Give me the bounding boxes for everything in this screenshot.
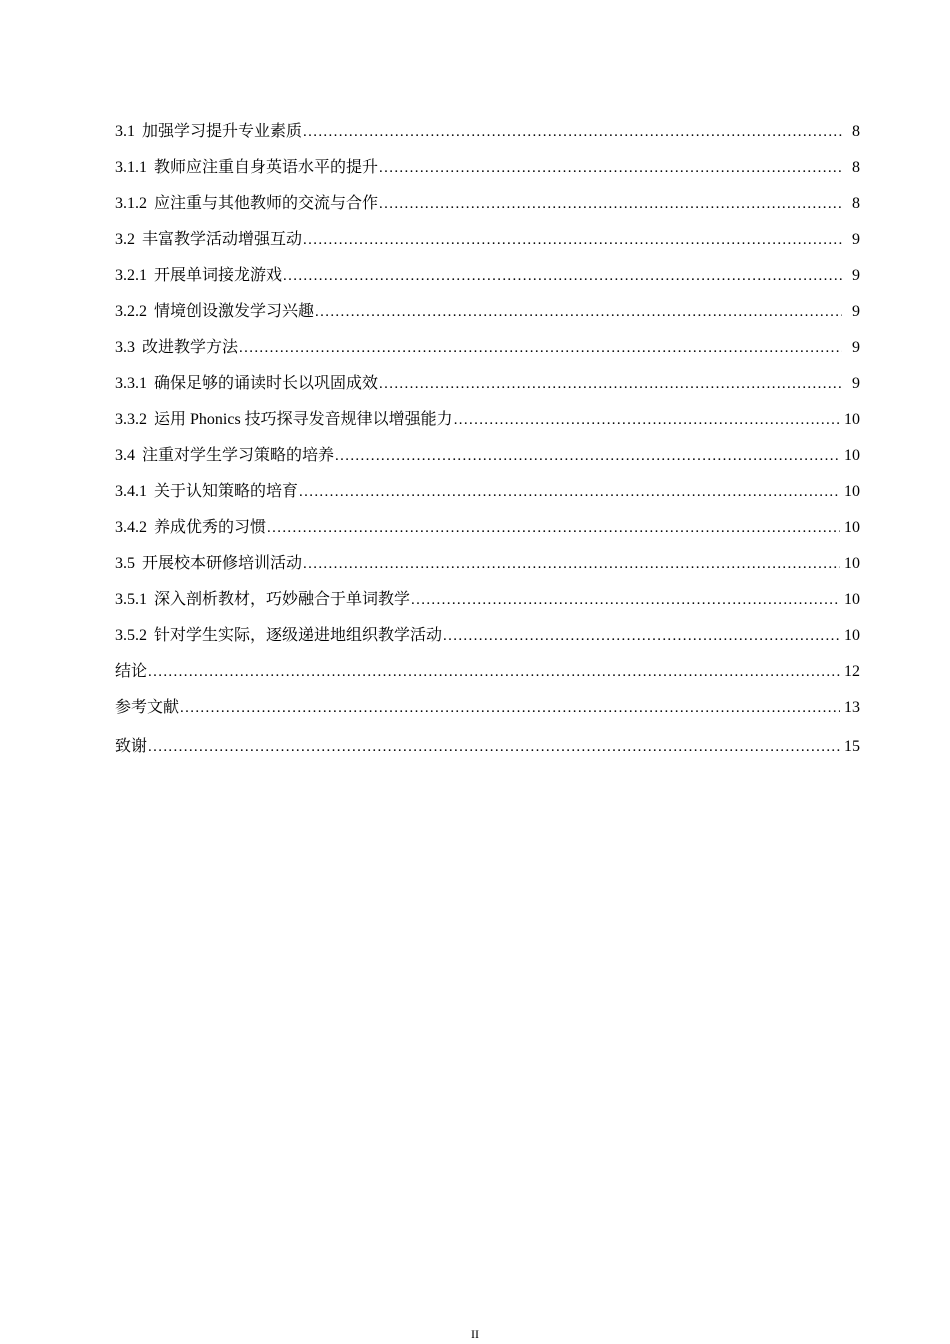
toc-entry[interactable] xyxy=(115,586,860,622)
toc-leader-dots xyxy=(314,304,842,321)
toc-entry-number: 3.5 xyxy=(115,555,135,572)
toc-entry-text: 开展校本研修培训活动 xyxy=(142,555,303,572)
toc-entry-text: 应注重与其他教师的交流与合作 xyxy=(154,195,379,212)
toc-entry-number: 3.5.2 xyxy=(115,627,147,644)
toc-entry-title xyxy=(115,514,266,537)
toc-entry-text: 结论 xyxy=(115,663,148,680)
toc-entry-page: 10 xyxy=(844,519,860,536)
toc-leader-dots xyxy=(238,340,842,357)
toc-entry[interactable] xyxy=(115,118,860,154)
toc-entry-title xyxy=(115,733,147,756)
toc-entry-number: 3.1.2 xyxy=(115,195,147,212)
page-footer xyxy=(0,1327,950,1342)
toc-entry-title xyxy=(115,370,378,393)
toc-entry-page: 10 xyxy=(844,447,860,464)
toc-entry-text: 养成优秀的习惯 xyxy=(154,519,267,536)
toc-entry-title xyxy=(115,694,179,717)
toc-leader-dots xyxy=(442,628,840,645)
toc-entry-page: 10 xyxy=(844,627,860,644)
toc-entry[interactable] xyxy=(115,622,860,658)
toc-leader-dots xyxy=(147,739,840,756)
toc-entry[interactable] xyxy=(115,406,860,442)
toc-entry-references[interactable] xyxy=(115,694,860,730)
toc-entry[interactable] xyxy=(115,262,860,298)
toc-entry-title xyxy=(115,622,442,645)
toc-entry[interactable] xyxy=(115,514,860,550)
toc-entry-page: 8 xyxy=(852,159,860,176)
toc-leader-dots xyxy=(302,556,840,573)
toc-entry-text: 改进教学方法 xyxy=(142,339,239,356)
toc-entry-text: 丰富教学活动增强互动 xyxy=(142,231,303,248)
toc-entry-number: 3.4.2 xyxy=(115,519,147,536)
toc-entry-page: 9 xyxy=(852,267,860,284)
toc-entry-page: 10 xyxy=(844,591,860,608)
toc-entry-text: 深入剖析教材，巧妙融合于单词教学 xyxy=(154,591,411,608)
toc-entry-title xyxy=(115,154,378,177)
toc-entry-text: 确保足够的诵读时长以巩固成效 xyxy=(154,375,379,392)
toc-entry-title xyxy=(115,190,378,213)
toc-entry-text: 参考文献 xyxy=(115,699,180,716)
page-number: II xyxy=(471,1327,479,1341)
toc-entry-title xyxy=(115,406,453,429)
toc-entry-text: 注重对学生学习策略的培养 xyxy=(142,447,335,464)
toc-entry[interactable] xyxy=(115,154,860,190)
toc-leader-dots xyxy=(334,448,840,465)
toc-entry-conclusion[interactable] xyxy=(115,658,860,694)
toc-entry-text: 情境创设激发学习兴趣 xyxy=(154,303,315,320)
toc-entry-text: 教师应注重自身英语水平的提升 xyxy=(154,159,379,176)
toc-entry[interactable] xyxy=(115,298,860,334)
toc-entry-page: 9 xyxy=(852,339,860,356)
toc-leader-dots xyxy=(302,232,842,249)
toc-entry-number: 3.2.2 xyxy=(115,303,147,320)
toc-leader-dots xyxy=(298,484,840,501)
toc-entry-title xyxy=(115,442,334,465)
toc-entry-text: 开展单词接龙游戏 xyxy=(154,267,283,284)
toc-entry-number: 3.2 xyxy=(115,231,135,248)
toc-entry-text: 加强学习提升专业素质 xyxy=(142,123,303,140)
toc-entry[interactable] xyxy=(115,226,860,262)
toc-leader-dots xyxy=(266,520,840,537)
toc-entry-number: 3.3.1 xyxy=(115,375,147,392)
toc-entry-number: 3.5.1 xyxy=(115,591,147,608)
toc-entry-number: 3.4.1 xyxy=(115,483,147,500)
toc-leader-dots xyxy=(302,124,842,141)
toc-entry-text: 运用 Phonics 技巧探寻发音规律以增强能力 xyxy=(154,411,453,428)
toc-entry-title xyxy=(115,478,298,501)
toc-entry-page: 10 xyxy=(844,555,860,572)
toc-leader-dots xyxy=(282,268,842,285)
toc-entry-number: 3.4 xyxy=(115,447,135,464)
toc-entry-text: 针对学生实际，逐级递进地组织教学活动 xyxy=(154,627,443,644)
toc-entry-page: 13 xyxy=(844,699,860,716)
toc-entry-title xyxy=(115,550,302,573)
toc-entry-title xyxy=(115,334,238,357)
toc-leader-dots xyxy=(378,160,842,177)
table-of-contents xyxy=(115,118,860,769)
toc-entry-title xyxy=(115,262,282,285)
toc-entry-title xyxy=(115,226,302,249)
toc-entry[interactable] xyxy=(115,370,860,406)
toc-entry-page: 9 xyxy=(852,303,860,320)
toc-leader-dots xyxy=(410,592,840,609)
toc-entry[interactable] xyxy=(115,442,860,478)
toc-entry-acknowledgements[interactable] xyxy=(115,733,860,769)
toc-entry-number: 3.2.1 xyxy=(115,267,147,284)
toc-entry[interactable] xyxy=(115,550,860,586)
toc-entry-page: 12 xyxy=(844,663,860,680)
toc-entry-title xyxy=(115,586,410,609)
toc-entry-page: 10 xyxy=(844,483,860,500)
toc-entry[interactable] xyxy=(115,334,860,370)
toc-entry[interactable] xyxy=(115,190,860,226)
toc-entry-page: 9 xyxy=(852,375,860,392)
toc-entry-page: 8 xyxy=(852,123,860,140)
toc-leader-dots xyxy=(378,376,842,393)
toc-entry-text: 关于认知策略的培育 xyxy=(154,483,299,500)
toc-entry-page: 9 xyxy=(852,231,860,248)
toc-entry-title xyxy=(115,298,314,321)
toc-entry-number: 3.1 xyxy=(115,123,135,140)
toc-entry-text: 致谢 xyxy=(115,738,148,755)
toc-leader-dots xyxy=(179,700,840,717)
toc-entry-page: 15 xyxy=(844,738,860,755)
toc-entry-page: 10 xyxy=(844,411,860,428)
toc-entry[interactable] xyxy=(115,478,860,514)
toc-leader-dots xyxy=(453,412,840,429)
toc-entry-number: 3.3 xyxy=(115,339,135,356)
toc-entry-title xyxy=(115,118,302,141)
toc-entry-number: 3.3.2 xyxy=(115,411,147,428)
toc-entry-title xyxy=(115,658,147,681)
toc-leader-dots xyxy=(147,664,840,681)
toc-entry-page: 8 xyxy=(852,195,860,212)
toc-entry-number: 3.1.1 xyxy=(115,159,147,176)
toc-leader-dots xyxy=(378,196,842,213)
